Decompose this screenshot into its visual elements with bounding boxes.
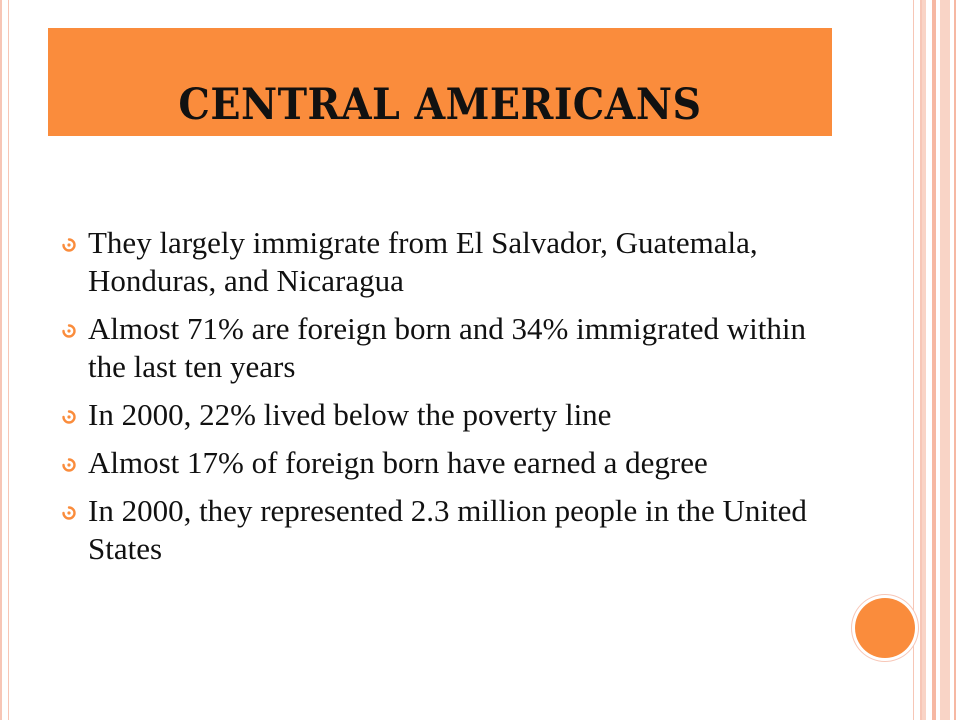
bullet-text: In 2000, 22% lived below the poverty line: [88, 397, 612, 432]
bullet-list: [62, 224, 822, 578]
bullet-item: [62, 492, 822, 568]
swirl-bullet-icon: [62, 458, 76, 472]
bullet-item: [62, 310, 822, 386]
bullet-item: [62, 444, 822, 482]
bullet-text: Almost 71% are foreign born and 34% immigrated within the last ten years: [88, 311, 807, 384]
bullet-item: [62, 224, 822, 300]
slide-title: CENTRAL AMERICANS: [178, 80, 702, 130]
swirl-bullet-icon: [62, 506, 76, 520]
swirl-bullet-icon: [62, 238, 76, 252]
bullet-text: In 2000, they represented 2.3 million people in the United States: [88, 493, 807, 566]
bullet-item: [62, 396, 822, 434]
swirl-bullet-icon: [62, 410, 76, 424]
decorative-circle: [855, 598, 915, 658]
bullet-text: They largely immigrate from El Salvador, Guatemala, Honduras, and Nicaragua: [88, 225, 758, 298]
title-banner: [48, 28, 832, 136]
bullet-text: Almost 17% of foreign born have earned a degree: [88, 445, 708, 480]
decorative-stripes: [922, 0, 960, 720]
swirl-bullet-icon: [62, 324, 76, 338]
